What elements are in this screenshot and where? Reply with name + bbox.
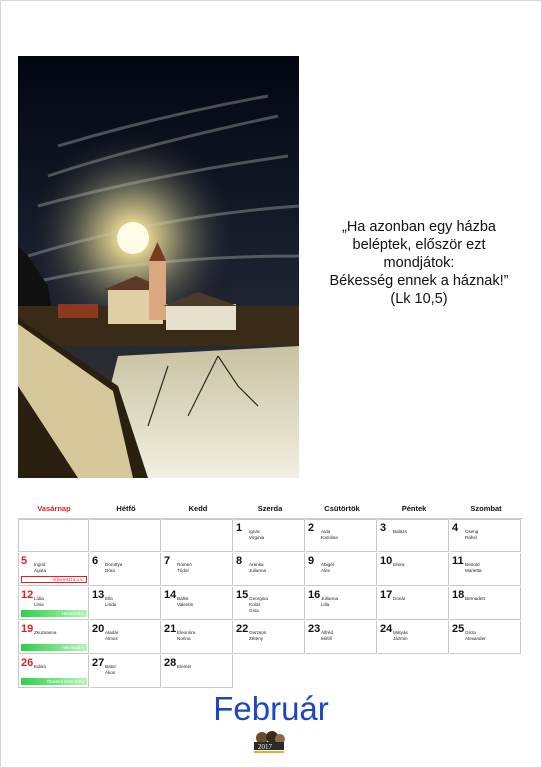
day-cell xyxy=(234,519,305,552)
svg-text:2017: 2017 xyxy=(258,743,272,751)
day-number: 20 xyxy=(92,623,105,635)
day-cell xyxy=(378,553,449,586)
name-days: Bálint Valentin xyxy=(177,596,194,607)
day-cell xyxy=(162,655,233,688)
day-cell xyxy=(162,519,233,552)
weekday-friday: Péntek xyxy=(401,504,427,513)
weekday-monday: Hétfő xyxy=(116,504,136,513)
day-number: 12 xyxy=(21,589,34,601)
day-number: 14 xyxy=(164,589,177,601)
day-cell xyxy=(306,519,377,552)
day-number: 22 xyxy=(236,623,249,635)
name-days: Ingrid Ágota xyxy=(34,562,47,573)
day-number: 10 xyxy=(380,555,393,567)
name-days: Dorottya Dóra xyxy=(105,562,123,573)
day-number: 13 xyxy=(92,589,105,601)
name-days: Edina xyxy=(34,664,46,669)
day-cell xyxy=(234,621,305,654)
day-cell xyxy=(18,519,89,552)
day-cell xyxy=(162,621,233,654)
day-number: 21 xyxy=(164,623,177,635)
day-number: 8 xyxy=(236,555,243,567)
day-number: 1 xyxy=(236,522,243,534)
day-cell xyxy=(90,621,161,654)
day-number: 2 xyxy=(308,522,315,534)
liturgical-note: Hetvened v. xyxy=(21,610,87,617)
weekday-wednesday: Szerda xyxy=(257,504,283,513)
name-days: Lídia Lívia xyxy=(34,596,44,607)
name-days: Georgina Kolos Gina xyxy=(249,596,268,613)
name-days: Donát xyxy=(393,596,406,601)
day-number: 25 xyxy=(452,623,465,635)
bible-quote xyxy=(318,218,520,308)
name-days: Elemér xyxy=(177,664,192,669)
calendar xyxy=(18,502,523,684)
quote-reference: (Lk 10,5) xyxy=(390,291,448,307)
day-cell xyxy=(90,553,161,586)
name-days: Zsuzsanna xyxy=(34,630,57,635)
day-cell xyxy=(450,519,521,552)
day-number: 18 xyxy=(452,589,465,601)
day-number: 27 xyxy=(92,657,105,669)
name-days: Ignác Virginia xyxy=(249,529,265,540)
church-night-photo xyxy=(18,56,299,478)
name-days: Ella Linda xyxy=(105,596,117,607)
day-number: 26 xyxy=(21,657,34,669)
day-cell xyxy=(18,587,89,620)
name-days: Bátor Ákos xyxy=(105,664,116,675)
day-cell xyxy=(18,553,89,586)
day-cell xyxy=(306,553,377,586)
day-number: 28 xyxy=(164,657,177,669)
name-days: Aranka Julianna xyxy=(249,562,267,573)
name-days: Aida Karolina xyxy=(321,529,338,540)
day-number: 11 xyxy=(452,555,464,567)
name-days: Mátyás Jázmin xyxy=(393,630,408,641)
day-cell xyxy=(450,553,521,586)
quote-line: beléptek, először ezt xyxy=(352,237,486,253)
day-number: 17 xyxy=(380,589,393,601)
day-number: 5 xyxy=(21,555,28,567)
day-number: 16 xyxy=(308,589,321,601)
name-days: Géza Alexander xyxy=(465,630,486,641)
day-number: 3 xyxy=(380,522,387,534)
day-cell xyxy=(306,621,377,654)
quote-line: „Ha azonban egy házba xyxy=(342,219,496,235)
day-cell xyxy=(234,587,305,620)
name-days: Bernadett xyxy=(465,596,485,601)
day-cell xyxy=(450,621,521,654)
day-cell xyxy=(450,587,521,620)
day-number: 19 xyxy=(21,623,34,635)
name-days: Aladár Álmos xyxy=(105,630,119,641)
weekday-tuesday: Kedd xyxy=(188,504,208,513)
name-days: Alfréd Mirtill xyxy=(321,630,334,641)
day-cell xyxy=(378,621,449,654)
day-cell xyxy=(18,621,89,654)
day-cell xyxy=(90,519,161,552)
day-cell xyxy=(234,553,305,586)
name-days: Julianna Lilla xyxy=(321,596,339,607)
name-days: Bertold Marietta xyxy=(465,562,482,573)
month-title: Február xyxy=(213,690,329,727)
name-days: Gerzson Zétény xyxy=(249,630,267,641)
day-number: 6 xyxy=(92,555,99,567)
day-number: 24 xyxy=(380,623,393,635)
day-number: 23 xyxy=(308,623,321,635)
name-days: Elvira xyxy=(393,562,405,567)
day-number: 9 xyxy=(308,555,315,567)
liturgical-note: Vízkereszt ü.u.v. xyxy=(21,576,87,583)
name-days: Rómeó Tódor xyxy=(177,562,192,573)
day-cell xyxy=(162,553,233,586)
day-cell xyxy=(90,655,161,688)
quote-line: mondjátok: xyxy=(383,255,455,271)
day-cell xyxy=(378,587,449,620)
day-cell xyxy=(18,655,89,688)
day-number: 4 xyxy=(452,522,459,534)
day-cell xyxy=(90,587,161,620)
name-days: Cseng Ráhel xyxy=(465,529,479,540)
reformation-logo xyxy=(250,728,288,758)
liturgical-note: Hatvanad v. xyxy=(21,644,87,651)
day-number: 7 xyxy=(164,555,171,567)
quote-line: Békesség ennek a háznak!” xyxy=(329,273,509,289)
weekday-thursday: Csütörtök xyxy=(324,504,360,513)
day-cell xyxy=(162,587,233,620)
name-days: Eleonóra Norina xyxy=(177,630,196,641)
weekday-sunday: Vasárnap xyxy=(37,504,71,513)
liturgical-note: Ötvened (Esto mihi) xyxy=(21,678,87,685)
day-cell xyxy=(378,519,449,552)
name-days: Balázs xyxy=(393,529,407,534)
name-days: Abigél Alex xyxy=(321,562,334,573)
weekday-header xyxy=(18,502,523,519)
weekday-saturday: Szombat xyxy=(470,504,502,513)
day-cell xyxy=(306,587,377,620)
day-number: 15 xyxy=(236,589,249,601)
